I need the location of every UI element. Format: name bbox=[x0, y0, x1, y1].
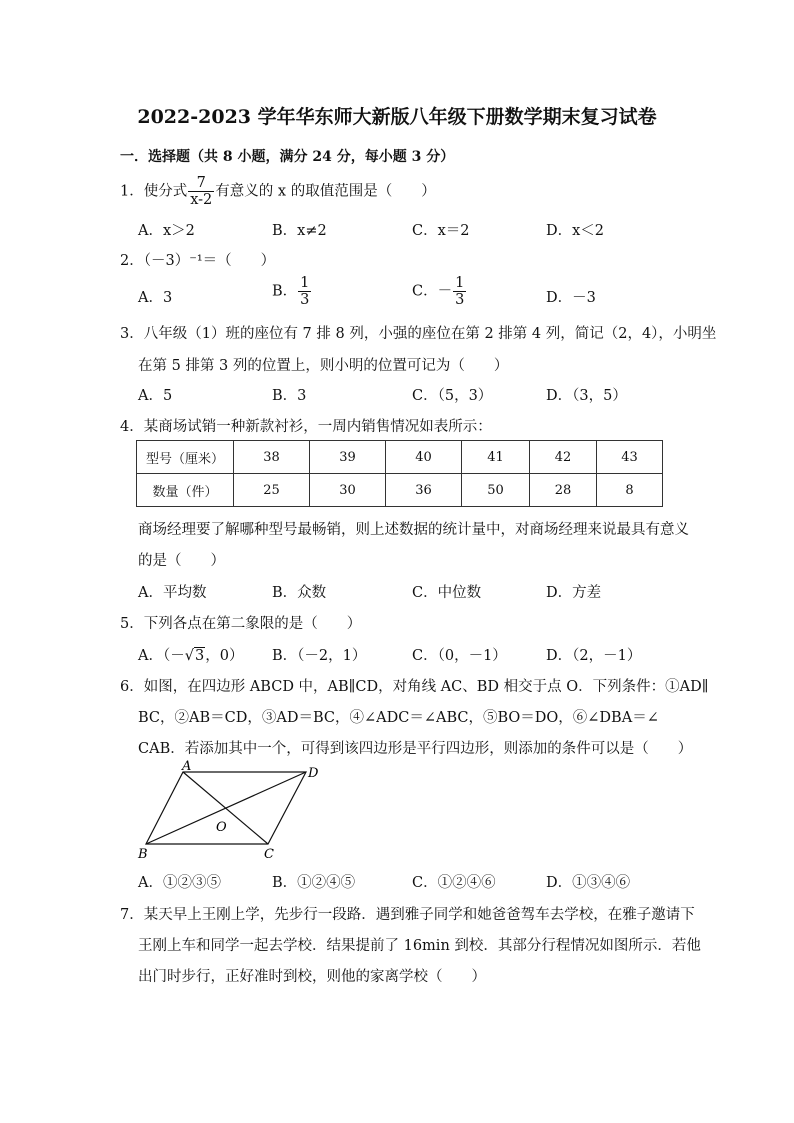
q2-option-a: A．3 bbox=[138, 290, 173, 306]
q4-option-d: D．方差 bbox=[546, 585, 602, 601]
question-4-line-2: 商场经理要了解哪种型号最畅销，则上述数据的统计量中，对商场经理来说最具有意义 bbox=[138, 522, 689, 538]
question-4-stem: 4．某商场试销一种新款衬衫，一周内销售情况如表所示： bbox=[120, 419, 492, 435]
radicand: 3 bbox=[194, 648, 205, 664]
q6-option-a: A．①②③⑤ bbox=[138, 875, 221, 891]
q1-option-b: B．x≠2 bbox=[272, 223, 327, 239]
table-cell: 38 bbox=[234, 441, 310, 474]
q3-option-c: C．（5，3） bbox=[412, 388, 493, 404]
table-cell: 36 bbox=[386, 474, 462, 507]
section-header: 一．选择题（共 8 小题，满分 24 分，每小题 3 分） bbox=[120, 149, 455, 165]
q2-option-c bbox=[412, 276, 467, 307]
table-cell: 39 bbox=[310, 441, 386, 474]
fraction bbox=[188, 176, 214, 207]
fraction-numerator: 1 bbox=[300, 275, 310, 291]
table-cell: 50 bbox=[462, 474, 530, 507]
question-6-line-2: BC，②AB＝CD，③AD＝BC，④∠ADC＝∠ABC，⑤BO＝DO，⑥∠DBA＝∠ bbox=[138, 710, 659, 726]
sales-table bbox=[136, 440, 663, 507]
q1-option-a: A．x＞2 bbox=[138, 223, 195, 239]
question-5-stem: 5．下列各点在第二象限的是（ ） bbox=[120, 616, 362, 632]
quadrilateral-figure bbox=[130, 758, 330, 864]
question-number: 1． bbox=[120, 183, 144, 200]
q3-option-b: B．3 bbox=[272, 388, 307, 404]
question-7-line-3: 出门时步行，正好准时到校，则他的家离学校（ ） bbox=[138, 969, 486, 985]
question-6-line-3: CAB．若添加其中一个，可得到该四边形是平行四边形，则添加的条件可以是（ ） bbox=[138, 741, 693, 757]
vertex-label-a: A bbox=[182, 759, 192, 774]
fraction-numerator: 7 bbox=[196, 175, 206, 191]
q6-option-d: D．①③④⑥ bbox=[546, 875, 631, 891]
q4-option-b: B．众数 bbox=[272, 585, 327, 601]
q5-option-a: A．（－√3，0） bbox=[138, 648, 244, 664]
table-row bbox=[137, 474, 663, 507]
q3-option-d: D．（3，5） bbox=[546, 388, 627, 404]
q1-option-c: C．x＝2 bbox=[412, 223, 470, 239]
vertex-label-d: D bbox=[308, 766, 319, 781]
option-label: A．（－ bbox=[138, 648, 185, 664]
q4-option-a: A．平均数 bbox=[138, 585, 207, 601]
option-label: C．－ bbox=[412, 283, 453, 300]
q1-option-d: D．x＜2 bbox=[546, 223, 605, 239]
question-3-line-2: 在第 5 排第 3 列的位置上，则小明的位置可记为（ ） bbox=[138, 358, 509, 374]
table-row bbox=[137, 441, 663, 474]
q5-option-d: D．（2，－1） bbox=[546, 648, 642, 664]
fraction bbox=[298, 276, 311, 307]
question-6-line-1: 6．如图，在四边形 ABCD 中，AB∥CD，对角线 AC、BD 相交于点 O．下列条件：①AD∥ bbox=[120, 679, 709, 695]
q5-option-c: C．（0，－1） bbox=[412, 648, 507, 664]
table-cell: 28 bbox=[530, 474, 597, 507]
option-text: ，0） bbox=[205, 648, 244, 664]
fraction bbox=[453, 276, 466, 307]
point-label-o: O bbox=[216, 820, 227, 835]
question-3-line-1: 3．八年级（1）班的座位有 7 排 8 列，小强的座位在第 2 排第 4 列，简记（2，4），小明坐 bbox=[120, 326, 717, 342]
q2-option-b bbox=[272, 276, 312, 307]
q2-option-d: D．－3 bbox=[546, 290, 596, 306]
fraction-denominator: 3 bbox=[300, 291, 310, 308]
table-cell: 41 bbox=[462, 441, 530, 474]
q6-option-b: B．①②④⑤ bbox=[272, 875, 356, 891]
q6-option-c: C．①②④⑥ bbox=[412, 875, 496, 891]
table-cell: 40 bbox=[386, 441, 462, 474]
fraction-denominator: x-2 bbox=[190, 191, 213, 208]
table-header-cell: 数量（件） bbox=[137, 474, 234, 507]
question-7-line-2: 王刚上车和同学一起去学校．结果提前了 16min 到校．其部分行程情况如图所示．若他 bbox=[138, 938, 701, 954]
vertex-label-b: B bbox=[138, 847, 148, 862]
vertex-label-c: C bbox=[264, 847, 274, 862]
page-title: 2022-2023 学年华东师大新版八年级下册数学期末复习试卷 bbox=[137, 106, 657, 128]
question-text: 有意义的 x 的取值范围是（ ） bbox=[215, 183, 436, 200]
table-cell: 42 bbox=[530, 441, 597, 474]
table-cell: 30 bbox=[310, 474, 386, 507]
table-cell: 43 bbox=[597, 441, 663, 474]
option-label: B． bbox=[272, 283, 298, 300]
fraction-denominator: 3 bbox=[455, 291, 465, 308]
q4-option-c: C．中位数 bbox=[412, 585, 482, 601]
question-7-line-1: 7．某天早上王刚上学，先步行一段路．遇到雅子同学和她爸爸驾车去学校，在雅子邀请下 bbox=[120, 907, 695, 923]
table-cell: 8 bbox=[597, 474, 663, 507]
question-1-stem bbox=[120, 176, 436, 207]
table-cell: 25 bbox=[234, 474, 310, 507]
table-header-cell: 型号（厘米） bbox=[137, 441, 234, 474]
fraction-numerator: 1 bbox=[455, 275, 465, 291]
question-text: 使分式 bbox=[143, 183, 188, 200]
question-2-stem: 2．（－3）⁻¹＝（ ） bbox=[120, 253, 276, 269]
question-4-line-3: 的是（ ） bbox=[138, 553, 225, 569]
q3-option-a: A．5 bbox=[138, 388, 173, 404]
q5-option-b: B．（－2，1） bbox=[272, 648, 367, 664]
